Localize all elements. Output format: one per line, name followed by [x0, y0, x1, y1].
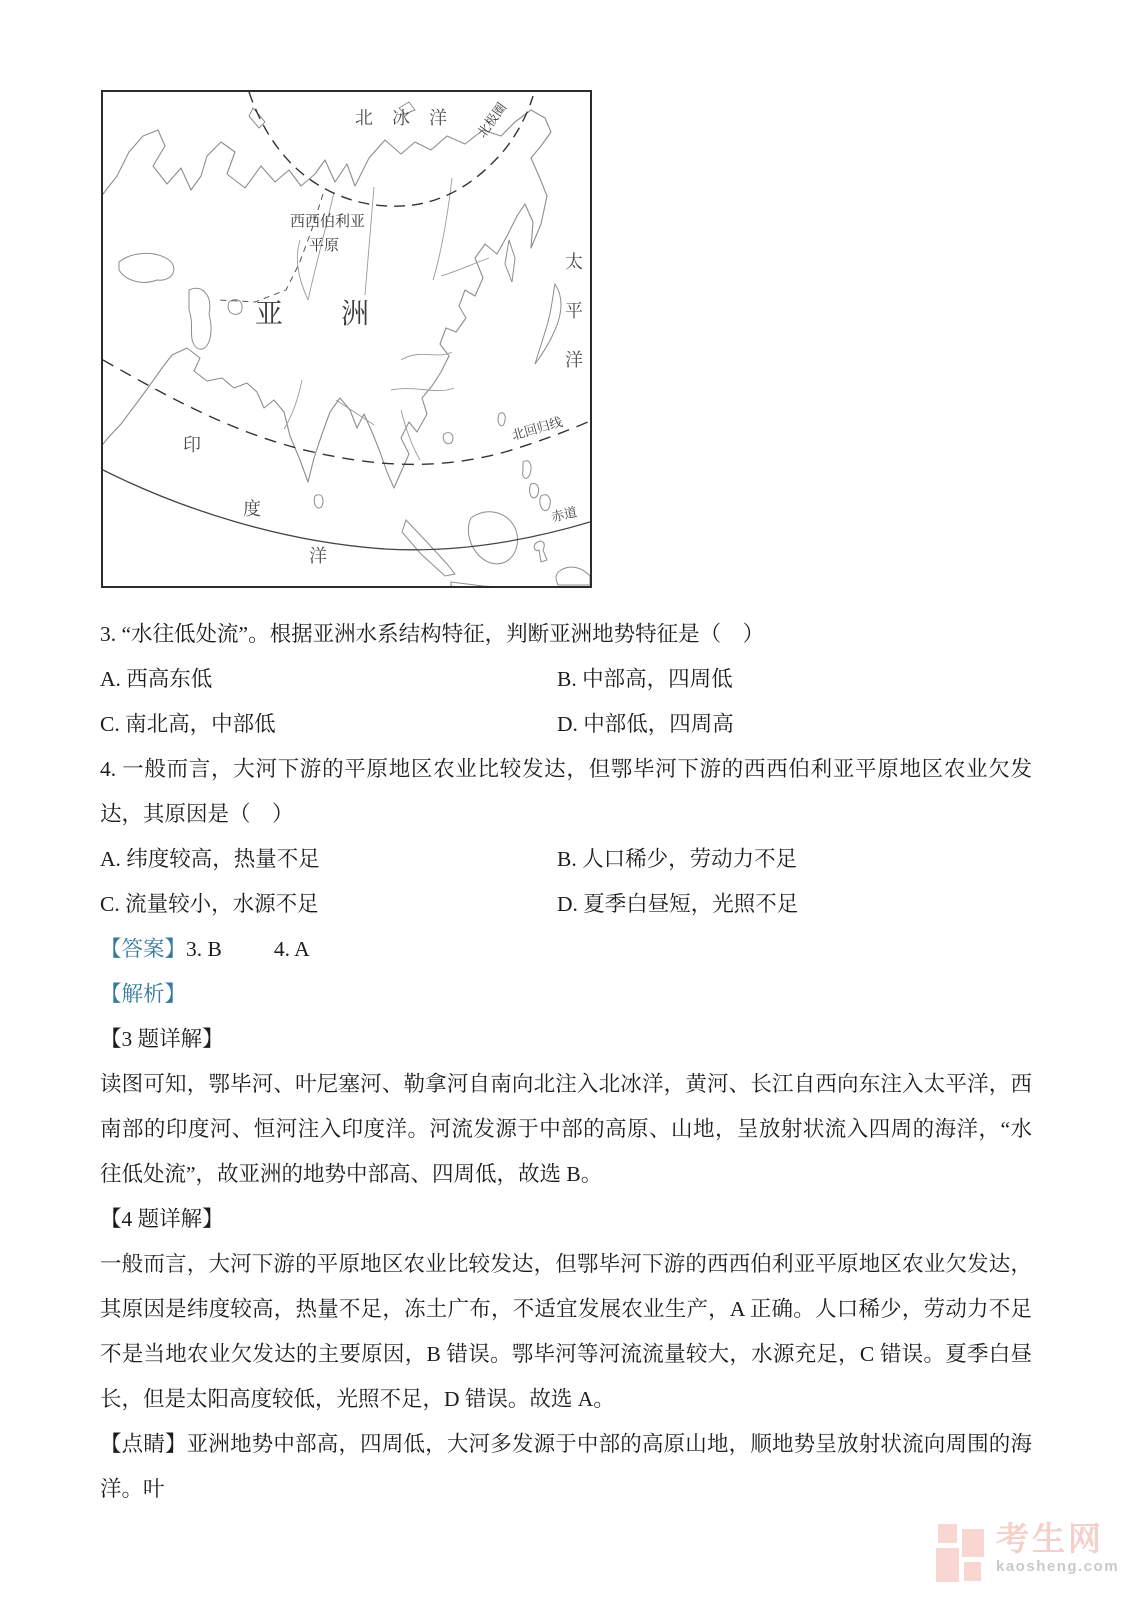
watermark-site-url: kaosheng.com — [996, 1558, 1120, 1575]
tip-paragraph — [100, 1422, 1032, 1512]
question-4-option-b: B. 人口稀少，劳动力不足 — [557, 847, 798, 871]
analysis-label-line — [100, 972, 1032, 1017]
question-4-options-row-2 — [100, 882, 1032, 927]
answer-line — [100, 927, 1032, 972]
kaosheng-watermark — [936, 1522, 1119, 1586]
detail-3-paragraph: 读图可知，鄂毕河、叶尼塞河、勒拿河自南向北注入北冰洋，黄河、长江自西向东注入太平洋，西南部的印度河、恒河注入印度洋。河流发源于中部的高原、山地，呈放射状流入四周的海洋，“水往低处流”，故亚洲的地势中部高、四周低，故选 B。 — [100, 1072, 1032, 1186]
question-4-option-d: D. 夏季白昼短，光照不足 — [557, 892, 799, 916]
question-4-stem — [100, 747, 1032, 837]
question-3-number: 3. — [100, 622, 117, 646]
question-3-option-b: B. 中部高，四周低 — [557, 667, 733, 691]
answer-q3: 3. B — [186, 937, 222, 961]
pacific-ocean-label: 太平洋 — [563, 252, 583, 399]
answer-q4: 4. A — [273, 937, 310, 961]
question-4-text: 一般而言，大河下游的平原地区农业比较发达，但鄂毕河下游的西西伯利亚平原地区农业欠发达，其原因是（ ） — [100, 757, 1033, 826]
question-3-text: “水往低处流”。根据亚洲水系结构特征，判断亚洲地势特征是（ ） — [121, 622, 765, 646]
question-3-options-row-1 — [100, 657, 1032, 702]
indian-ocean-label-char3: 洋 — [309, 546, 327, 566]
question-3-options-row-2 — [100, 702, 1032, 747]
question-3-option-d: D. 中部低，四周高 — [557, 712, 734, 736]
question-4-number: 4. — [100, 757, 117, 781]
arctic-circle-label: 北极圈 — [474, 99, 510, 141]
arctic-ocean-label: 北冰洋 — [355, 108, 466, 128]
detail-3-header: 【3 题详解】 — [100, 1027, 224, 1051]
west-siberian-plain-label-line2: 平原 — [309, 238, 340, 254]
question-4-option-a: A. 纬度较高，热量不足 — [100, 847, 320, 871]
asia-map-figure — [101, 90, 592, 588]
detail-4-header: 【4 题详解】 — [100, 1207, 224, 1231]
tip-text: 亚洲地势中部高，四周低，大河多发源于中部的高原山地，顺地势呈放射状流向周围的海洋。叶 — [100, 1432, 1032, 1501]
question-3-option-a: A. 西高东低 — [100, 667, 213, 691]
tropic-of-cancer-label: 北回归线 — [509, 414, 565, 443]
indian-ocean-label-char1: 印 — [183, 435, 201, 455]
question-3-stem — [100, 612, 1032, 657]
analysis-label: 【解析】 — [100, 982, 187, 1006]
exam-content — [100, 612, 1032, 1512]
kaosheng-logo-icon — [936, 1522, 986, 1586]
question-4-option-c: C. 流量较小，水源不足 — [100, 892, 319, 916]
question-3-option-c: C. 南北高，中部低 — [100, 712, 276, 736]
answer-label: 【答案】 — [100, 937, 187, 961]
watermark-site-name: 考生网 — [996, 1520, 1104, 1557]
detail-4-paragraph: 一般而言，大河下游的平原地区农业比较发达，但鄂毕河下游的西西伯利亚平原地区农业欠发达，其原因是纬度较高，热量不足，冻土广布，不适宜发展农业生产，A 正确。人口稀少，劳动力不足不是当地农业欠发达的主要原因，B 错误。鄂毕河等河流流量较大，水源充足，C 错误。夏季白昼长，但是太阳高度较低，光照不足，D 错误。故选 A。 — [100, 1252, 1032, 1411]
tip-label: 【点睛】 — [100, 1432, 187, 1456]
asia-map-drawing — [103, 92, 590, 586]
question-4-options-row-1 — [100, 837, 1032, 882]
west-siberian-plain-label-line1: 西西伯利亚 — [290, 214, 366, 230]
equator-label: 赤道 — [549, 504, 579, 525]
indian-ocean-label-char2: 度 — [243, 499, 261, 519]
asia-label: 亚洲 — [255, 299, 428, 330]
